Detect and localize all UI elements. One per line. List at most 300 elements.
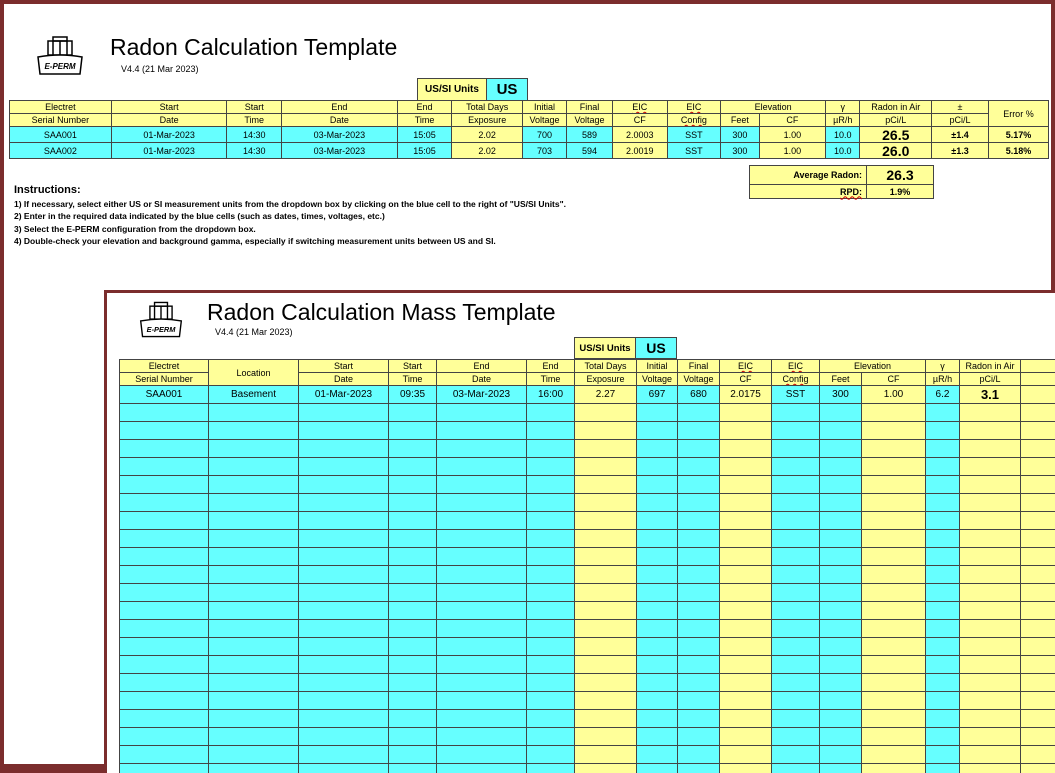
cell-location[interactable] [209,692,299,710]
cell-feet[interactable] [820,638,862,656]
units-dropdown[interactable]: US [487,79,528,101]
cell-gamma[interactable] [926,764,960,773]
cell-serial[interactable] [120,638,209,656]
cell-serial[interactable] [120,512,209,530]
cell-serial[interactable] [120,566,209,584]
cell-start-date[interactable] [299,476,389,494]
cell-gamma[interactable] [926,692,960,710]
header-error: Error % [988,101,1048,127]
cell-initial-voltage[interactable] [637,584,678,602]
cell-feet[interactable] [820,512,862,530]
cell-end-time[interactable]: 15:05 [397,127,452,143]
cell-gamma[interactable] [926,674,960,692]
cell-gamma[interactable]: 6.2 [926,386,960,404]
cell-location[interactable] [209,656,299,674]
cell-start-date[interactable] [299,566,389,584]
cell-total-days [575,494,637,512]
cell-start-date[interactable] [299,674,389,692]
cell-end-time[interactable] [527,638,575,656]
cell-initial-voltage[interactable] [637,746,678,764]
cell-serial[interactable] [120,548,209,566]
cell-feet[interactable] [820,566,862,584]
header-plus-minus-sub: pCi/L [932,114,989,127]
cell-eic-config[interactable] [772,764,820,773]
cell-cf: 1.00 [759,143,825,159]
cell-eic-config[interactable] [772,602,820,620]
cell-final-voltage[interactable] [678,710,720,728]
cell-final-voltage[interactable] [678,422,720,440]
cell-eic-config[interactable] [772,620,820,638]
cell-start-date[interactable] [299,638,389,656]
cell-gamma[interactable] [926,620,960,638]
cell-final-voltage[interactable]: 594 [566,143,612,159]
cell-final-voltage[interactable] [678,548,720,566]
cell-gamma[interactable] [926,746,960,764]
cell-serial[interactable] [120,746,209,764]
cell-initial-voltage[interactable] [637,692,678,710]
cell-initial-voltage[interactable] [637,440,678,458]
cell-start-time[interactable] [389,530,437,548]
cell-end-date[interactable]: 03-Mar-2023 [437,386,527,404]
cell-final-voltage[interactable] [678,476,720,494]
header-feet: Feet [721,114,760,127]
header-electret: Electret [10,101,112,114]
cell-initial-voltage[interactable] [637,602,678,620]
cell-start-date[interactable] [299,548,389,566]
cell-location[interactable] [209,476,299,494]
cell-start-time[interactable] [389,674,437,692]
cell-end-date[interactable] [437,620,527,638]
cell-gamma[interactable]: 10.0 [826,143,860,159]
cell-gamma[interactable] [926,530,960,548]
cell-location[interactable] [209,548,299,566]
cell-location[interactable] [209,674,299,692]
cell-end-time[interactable] [527,494,575,512]
cell-feet[interactable] [820,404,862,422]
cell-serial[interactable] [120,602,209,620]
cell-final-voltage[interactable]: 680 [678,386,720,404]
cell-gamma[interactable] [926,404,960,422]
cell-end-time[interactable] [527,584,575,602]
cell-feet[interactable] [820,422,862,440]
cell-end-date[interactable] [437,584,527,602]
cell-eic-config[interactable] [772,512,820,530]
cell-final-voltage[interactable] [678,494,720,512]
cell-end-date[interactable] [437,494,527,512]
cell-start-date[interactable] [299,692,389,710]
cell-eic-config[interactable]: SST [667,143,721,159]
cell-serial[interactable] [120,476,209,494]
cell-start-date[interactable] [299,494,389,512]
table-row [10,143,1049,159]
cell-location[interactable] [209,530,299,548]
cell-location[interactable] [209,620,299,638]
cell-end-time[interactable] [527,656,575,674]
table-row [120,620,1055,638]
cell-gamma[interactable] [926,728,960,746]
cell-eic-config[interactable] [772,728,820,746]
cell-radon [960,710,1021,728]
cell-eic-config[interactable] [772,692,820,710]
cell-initial-voltage[interactable] [637,548,678,566]
cell-serial[interactable] [120,728,209,746]
cell-start-date[interactable] [299,530,389,548]
cell-gamma[interactable] [926,440,960,458]
cell-feet[interactable] [820,710,862,728]
cell-end-time[interactable] [527,728,575,746]
version-label: V4.4 (21 Mar 2023) [215,327,293,337]
cell-gamma[interactable] [926,422,960,440]
cell-location[interactable] [209,764,299,773]
cell-final-voltage[interactable] [678,746,720,764]
cell-serial[interactable] [120,422,209,440]
cell-feet[interactable]: 300 [820,386,862,404]
cell-initial-voltage[interactable]: 700 [523,127,567,143]
cell-start-date[interactable] [299,584,389,602]
cell-overflow [1021,656,1055,674]
header-start-time-sub: Time [227,114,282,127]
cell-serial[interactable] [120,692,209,710]
cell-gamma[interactable] [926,458,960,476]
cell-serial[interactable] [120,494,209,512]
cell-start-date[interactable] [299,440,389,458]
cell-final-voltage[interactable] [678,566,720,584]
cell-initial-voltage[interactable] [637,530,678,548]
cell-eic-cf [720,692,772,710]
cell-end-date[interactable] [437,458,527,476]
table-row [120,710,1055,728]
cell-start-date[interactable] [299,764,389,773]
cell-cf [862,728,926,746]
cell-eic-config[interactable] [772,638,820,656]
cell-start-time[interactable] [389,584,437,602]
header-eic-config: EIC [667,101,721,114]
cell-serial[interactable] [120,584,209,602]
cell-end-date[interactable] [437,764,527,773]
cell-cf [862,746,926,764]
cell-feet[interactable] [820,602,862,620]
cell-final-voltage[interactable] [678,530,720,548]
cell-feet[interactable] [820,494,862,512]
cell-location[interactable] [209,638,299,656]
cell-end-date[interactable] [437,728,527,746]
cell-final-voltage[interactable] [678,656,720,674]
cell-location[interactable] [209,584,299,602]
cell-end-date[interactable] [437,422,527,440]
cell-feet[interactable] [820,458,862,476]
cell-end-time[interactable] [527,566,575,584]
cell-final-voltage[interactable] [678,458,720,476]
cell-end-date[interactable] [437,530,527,548]
cell-location[interactable] [209,494,299,512]
cell-end-time[interactable] [527,746,575,764]
cell-feet[interactable] [820,548,862,566]
cell-start-time[interactable]: 09:35 [389,386,437,404]
cell-initial-voltage[interactable] [637,512,678,530]
cell-eic-config[interactable] [772,656,820,674]
cell-location[interactable] [209,602,299,620]
cell-eic-config[interactable] [772,710,820,728]
cell-cf [862,476,926,494]
cell-feet[interactable] [820,620,862,638]
cell-serial[interactable] [120,674,209,692]
cell-end-date[interactable] [437,512,527,530]
cell-serial[interactable] [120,458,209,476]
cell-initial-voltage[interactable] [637,494,678,512]
cell-final-voltage[interactable] [678,728,720,746]
cell-initial-voltage[interactable] [637,620,678,638]
cell-feet[interactable]: 300 [721,143,760,159]
cell-start-time[interactable] [389,764,437,773]
table-row [120,728,1055,746]
cell-end-time[interactable] [527,404,575,422]
cell-end-time[interactable] [527,620,575,638]
cell-gamma[interactable] [926,656,960,674]
cell-start-time[interactable] [389,566,437,584]
cell-final-voltage[interactable] [678,620,720,638]
cell-start-date[interactable] [299,620,389,638]
cell-end-time[interactable] [527,674,575,692]
cell-initial-voltage[interactable] [637,458,678,476]
cell-start-time[interactable] [389,656,437,674]
cell-end-time[interactable] [527,512,575,530]
cell-eic-config[interactable] [772,746,820,764]
e-perm-logo [137,301,185,339]
cell-start-time[interactable] [389,620,437,638]
cell-initial-voltage[interactable]: 697 [637,386,678,404]
cell-start-time[interactable] [389,746,437,764]
cell-start-time[interactable] [389,404,437,422]
cell-final-voltage[interactable] [678,440,720,458]
cell-final-voltage[interactable] [678,584,720,602]
cell-initial-voltage[interactable] [637,764,678,773]
cell-initial-voltage[interactable]: 703 [523,143,567,159]
cell-end-date[interactable] [437,656,527,674]
cell-gamma[interactable] [926,584,960,602]
cell-start-time[interactable] [389,422,437,440]
cell-serial[interactable]: SAA001 [10,127,112,143]
cell-location[interactable] [209,710,299,728]
cell-total-days [575,764,637,773]
cell-start-time[interactable]: 14:30 [227,127,282,143]
cell-eic-config[interactable] [772,584,820,602]
cell-end-date[interactable] [437,476,527,494]
cell-feet[interactable] [820,530,862,548]
cell-gamma[interactable]: 10.0 [826,127,860,143]
cell-eic-config[interactable] [772,458,820,476]
instructions [14,184,566,248]
cell-feet[interactable] [820,656,862,674]
header-elevation: Elevation [721,101,826,114]
cell-eic-config[interactable] [772,566,820,584]
cell-gamma[interactable] [926,494,960,512]
cell-feet[interactable]: 300 [721,127,760,143]
cell-feet[interactable] [820,476,862,494]
cell-end-date[interactable]: 03-Mar-2023 [282,143,398,159]
cell-cf: 1.00 [759,127,825,143]
cell-start-date[interactable] [299,512,389,530]
cell-serial[interactable] [120,530,209,548]
cell-initial-voltage[interactable] [637,638,678,656]
cell-end-date[interactable] [437,548,527,566]
cell-gamma[interactable] [926,512,960,530]
cell-end-date[interactable] [437,674,527,692]
cell-final-voltage[interactable]: 589 [566,127,612,143]
cell-serial[interactable] [120,764,209,773]
cell-end-time[interactable] [527,458,575,476]
cell-eic-config[interactable] [772,422,820,440]
cell-start-date[interactable]: 01-Mar-2023 [111,127,227,143]
cell-feet[interactable] [820,584,862,602]
cell-overflow [1021,404,1055,422]
cell-end-date[interactable] [437,710,527,728]
cell-eic-config[interactable] [772,494,820,512]
cell-final-voltage[interactable] [678,404,720,422]
cell-end-time[interactable] [527,476,575,494]
cell-final-voltage[interactable] [678,692,720,710]
cell-overflow [1021,746,1055,764]
cell-eic-config[interactable] [772,404,820,422]
cell-location[interactable]: Basement [209,386,299,404]
cell-location[interactable] [209,566,299,584]
cell-end-date[interactable] [437,638,527,656]
cell-end-time[interactable] [527,548,575,566]
cell-final-voltage[interactable] [678,764,720,773]
cell-start-time[interactable] [389,548,437,566]
cell-end-date[interactable]: 03-Mar-2023 [282,127,398,143]
cell-end-date[interactable] [437,566,527,584]
cell-initial-voltage[interactable] [637,476,678,494]
cell-initial-voltage[interactable] [637,656,678,674]
cell-location[interactable] [209,440,299,458]
cell-feet[interactable] [820,440,862,458]
cell-total-days [575,422,637,440]
cell-end-date[interactable] [437,746,527,764]
cell-eic-config[interactable] [772,476,820,494]
cell-eic-config[interactable] [772,548,820,566]
cell-initial-voltage[interactable] [637,422,678,440]
cell-serial[interactable]: SAA001 [120,386,209,404]
cell-start-date[interactable] [299,728,389,746]
cell-start-time[interactable] [389,710,437,728]
cell-gamma[interactable] [926,548,960,566]
cell-serial[interactable] [120,404,209,422]
cell-serial[interactable] [120,710,209,728]
cell-start-time[interactable] [389,458,437,476]
cell-start-time[interactable] [389,638,437,656]
cell-eic-config[interactable] [772,530,820,548]
cell-start-time[interactable]: 14:30 [227,143,282,159]
cell-end-time[interactable] [527,530,575,548]
cell-gamma[interactable] [926,566,960,584]
cell-end-time[interactable] [527,602,575,620]
average-label: Average Radon: [750,166,867,185]
cell-start-date[interactable] [299,602,389,620]
cell-end-date[interactable] [437,692,527,710]
cell-feet[interactable] [820,674,862,692]
cell-end-time[interactable] [527,710,575,728]
cell-start-time[interactable] [389,602,437,620]
cell-feet[interactable] [820,692,862,710]
cell-initial-voltage[interactable] [637,404,678,422]
cell-location[interactable] [209,458,299,476]
cell-final-voltage[interactable] [678,638,720,656]
cell-eic-config[interactable]: SST [772,386,820,404]
cell-initial-voltage[interactable] [637,674,678,692]
cell-end-time[interactable] [527,440,575,458]
cell-start-date[interactable] [299,656,389,674]
cell-start-time[interactable] [389,512,437,530]
cell-start-time[interactable] [389,494,437,512]
cell-total-days [575,584,637,602]
cell-start-date[interactable]: 01-Mar-2023 [299,386,389,404]
cell-location[interactable] [209,404,299,422]
cell-plus-minus: ±1.3 [932,143,989,159]
cell-end-time[interactable]: 16:00 [527,386,575,404]
cell-start-date[interactable] [299,422,389,440]
cell-end-time[interactable]: 15:05 [397,143,452,159]
cell-gamma[interactable] [926,638,960,656]
header-radon-sub: pCi/L [860,114,932,127]
cell-end-date[interactable] [437,404,527,422]
cell-serial[interactable] [120,440,209,458]
cell-radon [960,512,1021,530]
cell-final-voltage[interactable] [678,602,720,620]
cell-location[interactable] [209,728,299,746]
cell-start-date[interactable] [299,458,389,476]
cell-feet[interactable] [820,764,862,773]
cell-initial-voltage[interactable] [637,728,678,746]
cell-end-time[interactable] [527,764,575,773]
cell-gamma[interactable] [926,602,960,620]
cell-total-days [575,674,637,692]
cell-initial-voltage[interactable] [637,710,678,728]
cell-location[interactable] [209,422,299,440]
cell-start-date[interactable]: 01-Mar-2023 [111,143,227,159]
cell-start-time[interactable] [389,440,437,458]
header-start-date: Start [111,101,227,114]
units-dropdown[interactable]: US [636,338,677,359]
cell-start-date[interactable] [299,746,389,764]
cell-start-time[interactable] [389,476,437,494]
cell-final-voltage[interactable] [678,512,720,530]
cell-start-time[interactable] [389,692,437,710]
cell-initial-voltage[interactable] [637,566,678,584]
cell-eic-config[interactable] [772,674,820,692]
cell-gamma[interactable] [926,710,960,728]
cell-start-time[interactable] [389,728,437,746]
cell-start-date[interactable] [299,404,389,422]
cell-serial[interactable]: SAA002 [10,143,112,159]
cell-eic-config[interactable]: SST [667,127,721,143]
cell-serial[interactable] [120,620,209,638]
cell-feet[interactable] [820,746,862,764]
cell-location[interactable] [209,512,299,530]
cell-gamma[interactable] [926,476,960,494]
cell-start-date[interactable] [299,710,389,728]
cell-location[interactable] [209,746,299,764]
cell-final-voltage[interactable] [678,674,720,692]
cell-end-time[interactable] [527,692,575,710]
cell-eic-config[interactable] [772,440,820,458]
cell-cf [862,620,926,638]
cell-serial[interactable] [120,656,209,674]
cell-end-date[interactable] [437,440,527,458]
cell-feet[interactable] [820,728,862,746]
cell-end-date[interactable] [437,602,527,620]
cell-eic-cf [720,620,772,638]
cell-end-time[interactable] [527,422,575,440]
